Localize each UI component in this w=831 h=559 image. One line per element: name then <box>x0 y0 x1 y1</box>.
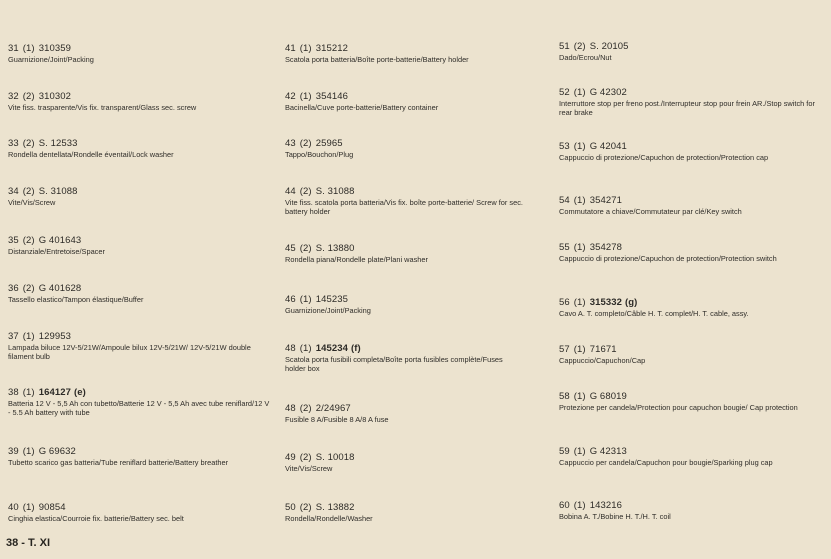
part-description: Scatola porta batteria/Boîte porte-batterie/Battery holder <box>285 55 469 64</box>
part-description: Dado/Ecrou/Nut <box>559 53 612 62</box>
item-quantity: (2) <box>299 186 312 197</box>
part-description: Cappuccio di protezione/Capuchon de protection/Protection cap <box>559 153 769 162</box>
part-entry-39 <box>8 446 270 467</box>
part-description: Tassello elastico/Tampon élastique/Buffer <box>8 295 144 304</box>
item-number: 34 <box>8 186 19 197</box>
item-number: 41 <box>285 43 296 54</box>
item-quantity: (1) <box>573 391 586 402</box>
item-number: 32 <box>8 91 19 102</box>
part-entry-55 <box>559 242 817 263</box>
item-number: 58 <box>559 391 570 402</box>
part-code: 315212 <box>315 43 349 54</box>
part-code: 143216 <box>589 500 623 511</box>
item-number: 52 <box>559 87 570 98</box>
part-entry-58 <box>559 391 817 412</box>
part-entry-41 <box>285 43 541 64</box>
item-quantity: (2) <box>22 138 35 149</box>
part-code: 310359 <box>38 43 72 54</box>
part-code: 2/24967 <box>315 403 351 414</box>
part-entry-49 <box>285 452 541 473</box>
part-code: 354278 <box>589 242 623 253</box>
item-quantity: (1) <box>22 446 35 457</box>
part-code: S. 31088 <box>38 186 78 197</box>
part-description: Protezione per candela/Protection pour capuchon bougie/ Cap protection <box>559 403 798 412</box>
part-entry-42 <box>285 91 541 112</box>
part-description: Lampada biluce 12V-5/21W/Ampoule bilux 12V-5/21W/ 12V-5/21W double filament bulb <box>8 343 251 362</box>
part-code: S. 20105 <box>589 41 629 52</box>
part-description: Interruttore stop per freno post./Interrupteur stop pour frein AR./Stop switch for rear brake <box>559 99 815 118</box>
part-entry-48-box <box>285 343 525 373</box>
item-number: 44 <box>285 186 296 197</box>
part-description: Cappuccio/Capuchon/Cap <box>559 356 646 365</box>
part-description: Scatola porta fusibili completa/Boîte porta fusibles complète/Fuses holder box <box>285 355 503 374</box>
part-entry-36 <box>8 283 276 304</box>
part-entry-54 <box>559 195 823 216</box>
part-entry-31 <box>8 43 276 64</box>
part-code: G 69632 <box>38 446 76 457</box>
part-entry-44 <box>285 186 541 216</box>
page-number: 38 - T. XI <box>6 537 51 549</box>
item-quantity: (2) <box>22 186 35 197</box>
item-quantity: (2) <box>299 138 312 149</box>
part-entry-35 <box>8 235 276 256</box>
part-entry-60 <box>559 500 823 521</box>
part-entry-38 <box>8 387 270 417</box>
part-entry-34 <box>8 186 276 207</box>
item-number: 39 <box>8 446 19 457</box>
part-description: Distanziale/Entretoise/Spacer <box>8 247 105 256</box>
part-description: Cappuccio per candela/Capuchon pour bougie/Sparking plug cap <box>559 458 773 467</box>
part-code: G 42302 <box>589 87 627 98</box>
item-quantity: (1) <box>22 331 35 342</box>
item-number: 46 <box>285 294 296 305</box>
item-number: 42 <box>285 91 296 102</box>
part-code: 145235 <box>315 294 349 305</box>
part-description: Vite/Vis/Screw <box>285 464 333 473</box>
part-code: 354146 <box>315 91 349 102</box>
item-quantity: (2) <box>22 91 35 102</box>
item-number: 33 <box>8 138 19 149</box>
part-entry-37 <box>8 331 270 361</box>
part-entry-33 <box>8 138 276 159</box>
part-entry-32 <box>8 91 276 112</box>
part-description: Guarnizione/Joint/Packing <box>285 306 371 315</box>
part-entry-56 <box>559 297 823 318</box>
item-number: 48 <box>285 343 296 354</box>
part-entry-48-fuse <box>285 403 541 424</box>
part-description: Cavo A. T. completo/Câble H. T. complet/H. T. cable, assy. <box>559 309 749 318</box>
item-quantity: (1) <box>573 195 586 206</box>
item-number: 59 <box>559 446 570 457</box>
part-entry-53 <box>559 141 817 162</box>
item-quantity: (1) <box>299 43 312 54</box>
part-code: G 42041 <box>589 141 627 152</box>
item-quantity: (1) <box>22 502 35 513</box>
part-entry-57 <box>559 344 823 365</box>
part-code: S. 31088 <box>315 186 355 197</box>
item-quantity: (1) <box>22 43 35 54</box>
part-code: 145234 <box>315 343 349 354</box>
part-description: Bobina A. T./Bobine H. T./H. T. coil <box>559 512 671 521</box>
item-quantity: (1) <box>573 242 586 253</box>
item-quantity: (1) <box>573 297 586 308</box>
part-code: G 401628 <box>38 283 82 294</box>
part-code: 129953 <box>38 331 72 342</box>
item-number: 51 <box>559 41 570 52</box>
item-quantity: (2) <box>299 243 312 254</box>
part-description: Commutatore a chiave/Commutateur par clé/Key switch <box>559 207 742 216</box>
item-quantity: (1) <box>299 91 312 102</box>
item-quantity: (2) <box>299 452 312 463</box>
part-entry-50 <box>285 502 541 523</box>
part-code: S. 13880 <box>315 243 355 254</box>
item-number: 45 <box>285 243 296 254</box>
item-number: 31 <box>8 43 19 54</box>
part-description: Bacinella/Cuve porte-batterie/Battery container <box>285 103 439 112</box>
part-note-marker: (f) <box>351 343 361 354</box>
part-code: G 42313 <box>589 446 627 457</box>
part-description: Tappo/Bouchon/Plug <box>285 150 354 159</box>
item-number: 57 <box>559 344 570 355</box>
part-entry-45 <box>285 243 541 264</box>
part-entry-51 <box>559 41 823 62</box>
part-description: Batteria 12 V - 5,5 Ah con tubetto/Batterie 12 V - 5,5 Ah avec tube reniflard/12 V - 5.5 Ah battery with tube <box>8 399 270 418</box>
part-entry-40 <box>8 502 276 523</box>
item-number: 38 <box>8 387 19 398</box>
part-code: 71671 <box>589 344 617 355</box>
item-quantity: (1) <box>573 446 586 457</box>
part-note-marker: (g) <box>625 297 638 308</box>
part-entry-52 <box>559 87 817 117</box>
part-code: S. 13882 <box>315 502 355 513</box>
item-number: 53 <box>559 141 570 152</box>
part-description: Vite fiss. scatola porta batteria/Vis fix. boîte porte-batterie/ Screw for sec. battery holder <box>285 198 523 217</box>
item-number: 35 <box>8 235 19 246</box>
item-number: 37 <box>8 331 19 342</box>
item-number: 40 <box>8 502 19 513</box>
item-quantity: (2) <box>22 235 35 246</box>
item-quantity: (2) <box>299 502 312 513</box>
part-description: Vite fiss. trasparente/Vis fix. transparent/Glass sec. screw <box>8 103 197 112</box>
part-description: Rondella dentellata/Rondelle éventail/Lock washer <box>8 150 174 159</box>
item-quantity: (1) <box>573 344 586 355</box>
item-quantity: (2) <box>22 283 35 294</box>
part-description: Cappuccio di protezione/Capuchon de protection/Protection switch <box>559 254 777 263</box>
part-description: Fusible 8 A/Fusible 8 A/8 A fuse <box>285 415 389 424</box>
part-note-marker: (e) <box>74 387 86 398</box>
item-number: 50 <box>285 502 296 513</box>
part-code: G 68019 <box>589 391 627 402</box>
item-number: 55 <box>559 242 570 253</box>
item-quantity: (2) <box>573 41 586 52</box>
part-code: S. 10018 <box>315 452 355 463</box>
item-quantity: (1) <box>573 141 586 152</box>
part-description: Guarnizione/Joint/Packing <box>8 55 94 64</box>
item-number: 56 <box>559 297 570 308</box>
part-code: 25965 <box>315 138 343 149</box>
part-description: Rondella piana/Rondelle plate/Plani washer <box>285 255 428 264</box>
part-code: 354271 <box>589 195 623 206</box>
part-entry-43 <box>285 138 541 159</box>
item-quantity: (1) <box>299 294 312 305</box>
part-entry-59 <box>559 446 817 467</box>
item-quantity: (1) <box>22 387 35 398</box>
part-description: Tubetto scarico gas batteria/Tube reniflard batterie/Battery breather <box>8 458 229 467</box>
item-quantity: (2) <box>299 403 312 414</box>
item-quantity: (1) <box>573 87 586 98</box>
part-description: Rondella/Rondelle/Washer <box>285 514 373 523</box>
part-description: Vite/Vis/Screw <box>8 198 56 207</box>
item-number: 60 <box>559 500 570 511</box>
part-code: S. 12533 <box>38 138 78 149</box>
item-number: 36 <box>8 283 19 294</box>
part-code: 90854 <box>38 502 66 513</box>
part-entry-46 <box>285 294 541 315</box>
part-code: 315332 <box>589 297 623 308</box>
part-description: Cinghia elastica/Courroie fix. batterie/Battery sec. belt <box>8 514 184 523</box>
item-number: 49 <box>285 452 296 463</box>
item-number: 48 <box>285 403 296 414</box>
part-code: 164127 <box>38 387 72 398</box>
part-code: G 401643 <box>38 235 82 246</box>
item-number: 43 <box>285 138 296 149</box>
item-quantity: (1) <box>299 343 312 354</box>
part-code: 310302 <box>38 91 72 102</box>
item-number: 54 <box>559 195 570 206</box>
item-quantity: (1) <box>573 500 586 511</box>
